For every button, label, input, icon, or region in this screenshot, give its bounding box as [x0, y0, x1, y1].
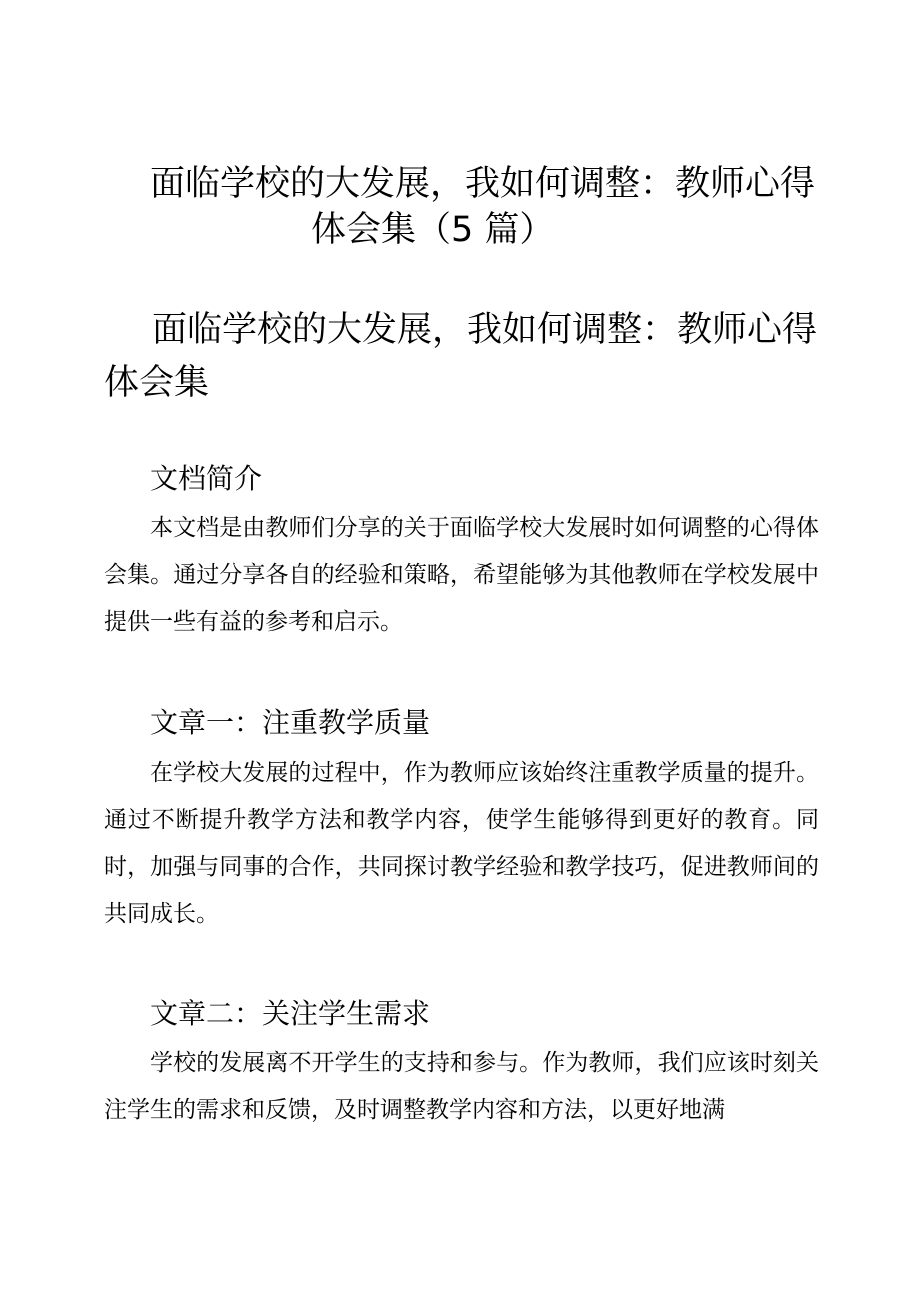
section-body-article-2: 学校的发展离不开学生的支持和参与。作为教师，我们应该时刻关注学生的需求和反馈，及时调整教学内容和方法，以更好地满	[104, 1050, 819, 1123]
section-heading-article-1: 文章一：注重教学质量	[150, 706, 431, 739]
document-title-line1: 面临学校的大发展，我如何调整：教师心得	[150, 164, 816, 204]
document-title	[150, 161, 816, 253]
document-subtitle: 面临学校的大发展，我如何调整：教师心得体会集	[104, 310, 818, 403]
section-body-intro: 本文档是由教师们分享的关于面临学校大发展时如何调整的心得体会集。通过分享各自的经验和策略，希望能够为其他教师在学校发展中提供一些有益的参考和启示。	[104, 515, 819, 635]
section-heading-intro: 文档简介	[150, 462, 263, 495]
section-heading-article-2: 文章二：关注学生需求	[150, 997, 431, 1030]
document-title-line2: 体会集（5 篇）	[311, 210, 555, 250]
section-body-article-1: 在学校大发展的过程中，作为教师应该始终注重教学质量的提升。通过不断提升教学方法和教学内容，使学生能够得到更好的教育。同时，加强与同事的合作，共同探讨教学经验和教学技巧，促进教师间的共同成长。	[104, 760, 819, 927]
